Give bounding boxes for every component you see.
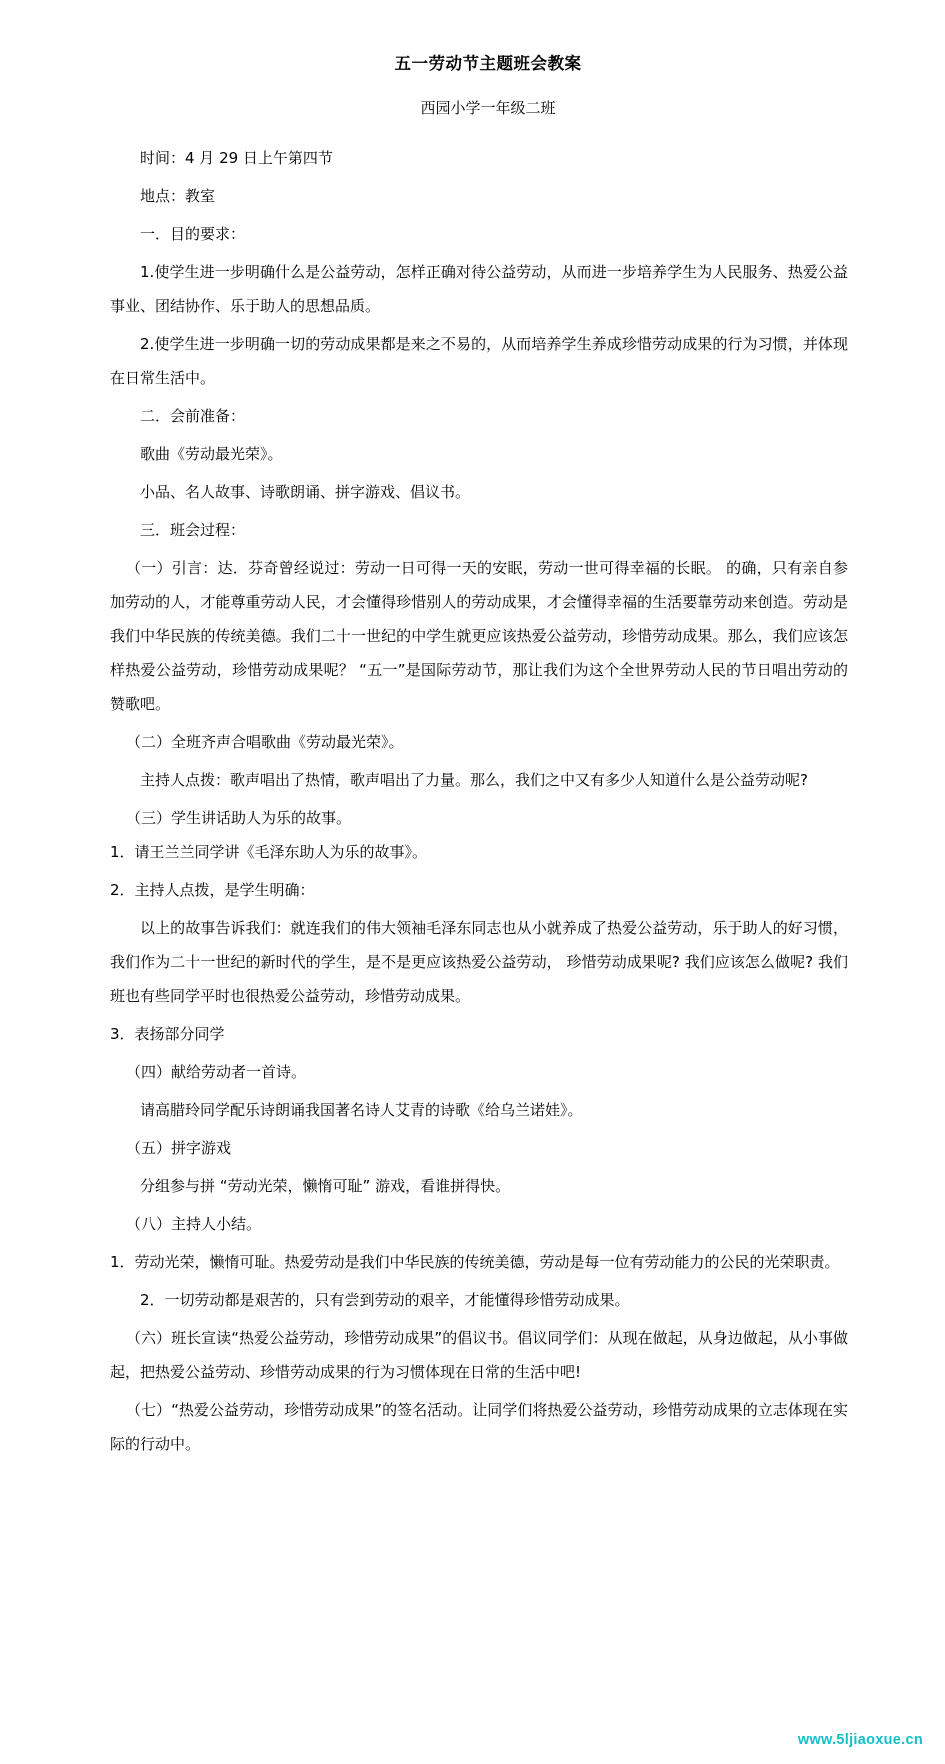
paragraph: 以上的故事告诉我们：就连我们的伟大领袖毛泽东同志也从小就养成了热爱公益劳动，乐于助人的好习惯，我们作为二十一世纪的新时代的学生，是不是更应该热爱公益劳动， 珍惜劳动成果呢? 我们应该怎么做呢? 我们班也有些同学平时也很热爱公益劳动，珍惜劳动成果。	[110, 919, 848, 1006]
section-heading-3: 三．班会过程：	[140, 521, 246, 540]
paragraph: （一）引言：达．芬奇曾经说过：劳动一日可得一天的安眠，劳动一世可得幸福的长眠。 的确，只有亲自参加劳动的人，才能尊重劳动人民，才会懂得珍惜别人的劳动成果，才会懂得幸福的生活要靠劳动来创造。劳动是我们中华民族的传统美德。我们二十一世纪的中学生就更应该热爱公益劳动，珍惜劳动成果。那么，我们应该怎样热爱公益劳动，珍惜劳动成果呢？ “五一”是国际劳动节，那让我们为这个全世界劳动人民的节日唱出劳动的赞歌吧。	[110, 559, 848, 714]
paragraph: （四）献给劳动者一首诗。	[126, 1063, 307, 1082]
paragraph: 2．一切劳动都是艰苦的，只有尝到劳动的艰辛，才能懂得珍惜劳动成果。	[140, 1291, 630, 1310]
paragraph: 小品、名人故事、诗歌朗诵、拼字游戏、倡议书。	[140, 483, 471, 502]
paragraph: （三）学生讲话助人为乐的故事。	[126, 809, 352, 828]
paragraph: 2．主持人点拨，是学生明确：	[110, 881, 315, 900]
paragraph: （二）全班齐声合唱歌曲《劳动最光荣》。	[126, 733, 404, 752]
paragraph: 1.使学生进一步明确什么是公益劳动，怎样正确对待公益劳动，从而进一步培养学生为人民服务、热爱公益事业、团结协作、乐于助人的思想品质。	[110, 263, 848, 316]
paragraph: （七）“热爱公益劳动，珍惜劳动成果”的签名活动。让同学们将热爱公益劳动，珍惜劳动成果的立志体现在实际的行动中。	[110, 1401, 848, 1454]
paragraph: （六）班长宣读“热爱公益劳动，珍惜劳动成果”的倡议书。倡议同学们：从现在做起，从身边做起，从小事做起，把热爱公益劳动、珍惜劳动成果的行为习惯体现在日常的生活中吧!	[110, 1329, 848, 1382]
site-watermark: www.5ljiaoxue.cn	[797, 1732, 923, 1748]
paragraph: 2.使学生进一步明确一切的劳动成果都是来之不易的，从而培养学生养成珍惜劳动成果的行为习惯，并体现在日常生活中。	[110, 335, 848, 388]
paragraph: （八）主持人小结。	[126, 1215, 262, 1234]
page-title: 五一劳动节主题班会教案	[394, 54, 582, 73]
paragraph: 主持人点拨：歌声唱出了热情，歌声唱出了力量。那么，我们之中又有多少人知道什么是公益劳动呢?	[140, 771, 808, 790]
paragraph: 请高腊玲同学配乐诗朗诵我国著名诗人艾青的诗歌《给乌兰诺娃》。	[140, 1101, 583, 1120]
paragraph: 3．表扬部分同学	[110, 1025, 225, 1044]
page-subtitle: 西园小学一年级二班	[420, 98, 556, 117]
paragraph: 1．请王兰兰同学讲《毛泽东助人为乐的故事》。	[110, 843, 428, 862]
meta-time: 时间：4 月 29 日上午第四节	[140, 149, 333, 168]
paragraph: 歌曲《劳动最光荣》。	[140, 445, 283, 464]
section-heading-1: 一．目的要求：	[140, 225, 246, 244]
section-heading-2: 二．会前准备：	[140, 407, 246, 426]
paragraph: 分组参与拼 “劳动光荣，懒惰可耻” 游戏，看谁拼得快。	[140, 1177, 511, 1196]
paragraph: 1．劳动光荣，懒惰可耻。热爱劳动是我们中华民族的传统美德，劳动是每一位有劳动能力的公民的光荣职责。	[110, 1253, 840, 1272]
paragraph: （五）拼字游戏	[126, 1139, 232, 1158]
meta-place: 地点：教室	[140, 187, 216, 206]
